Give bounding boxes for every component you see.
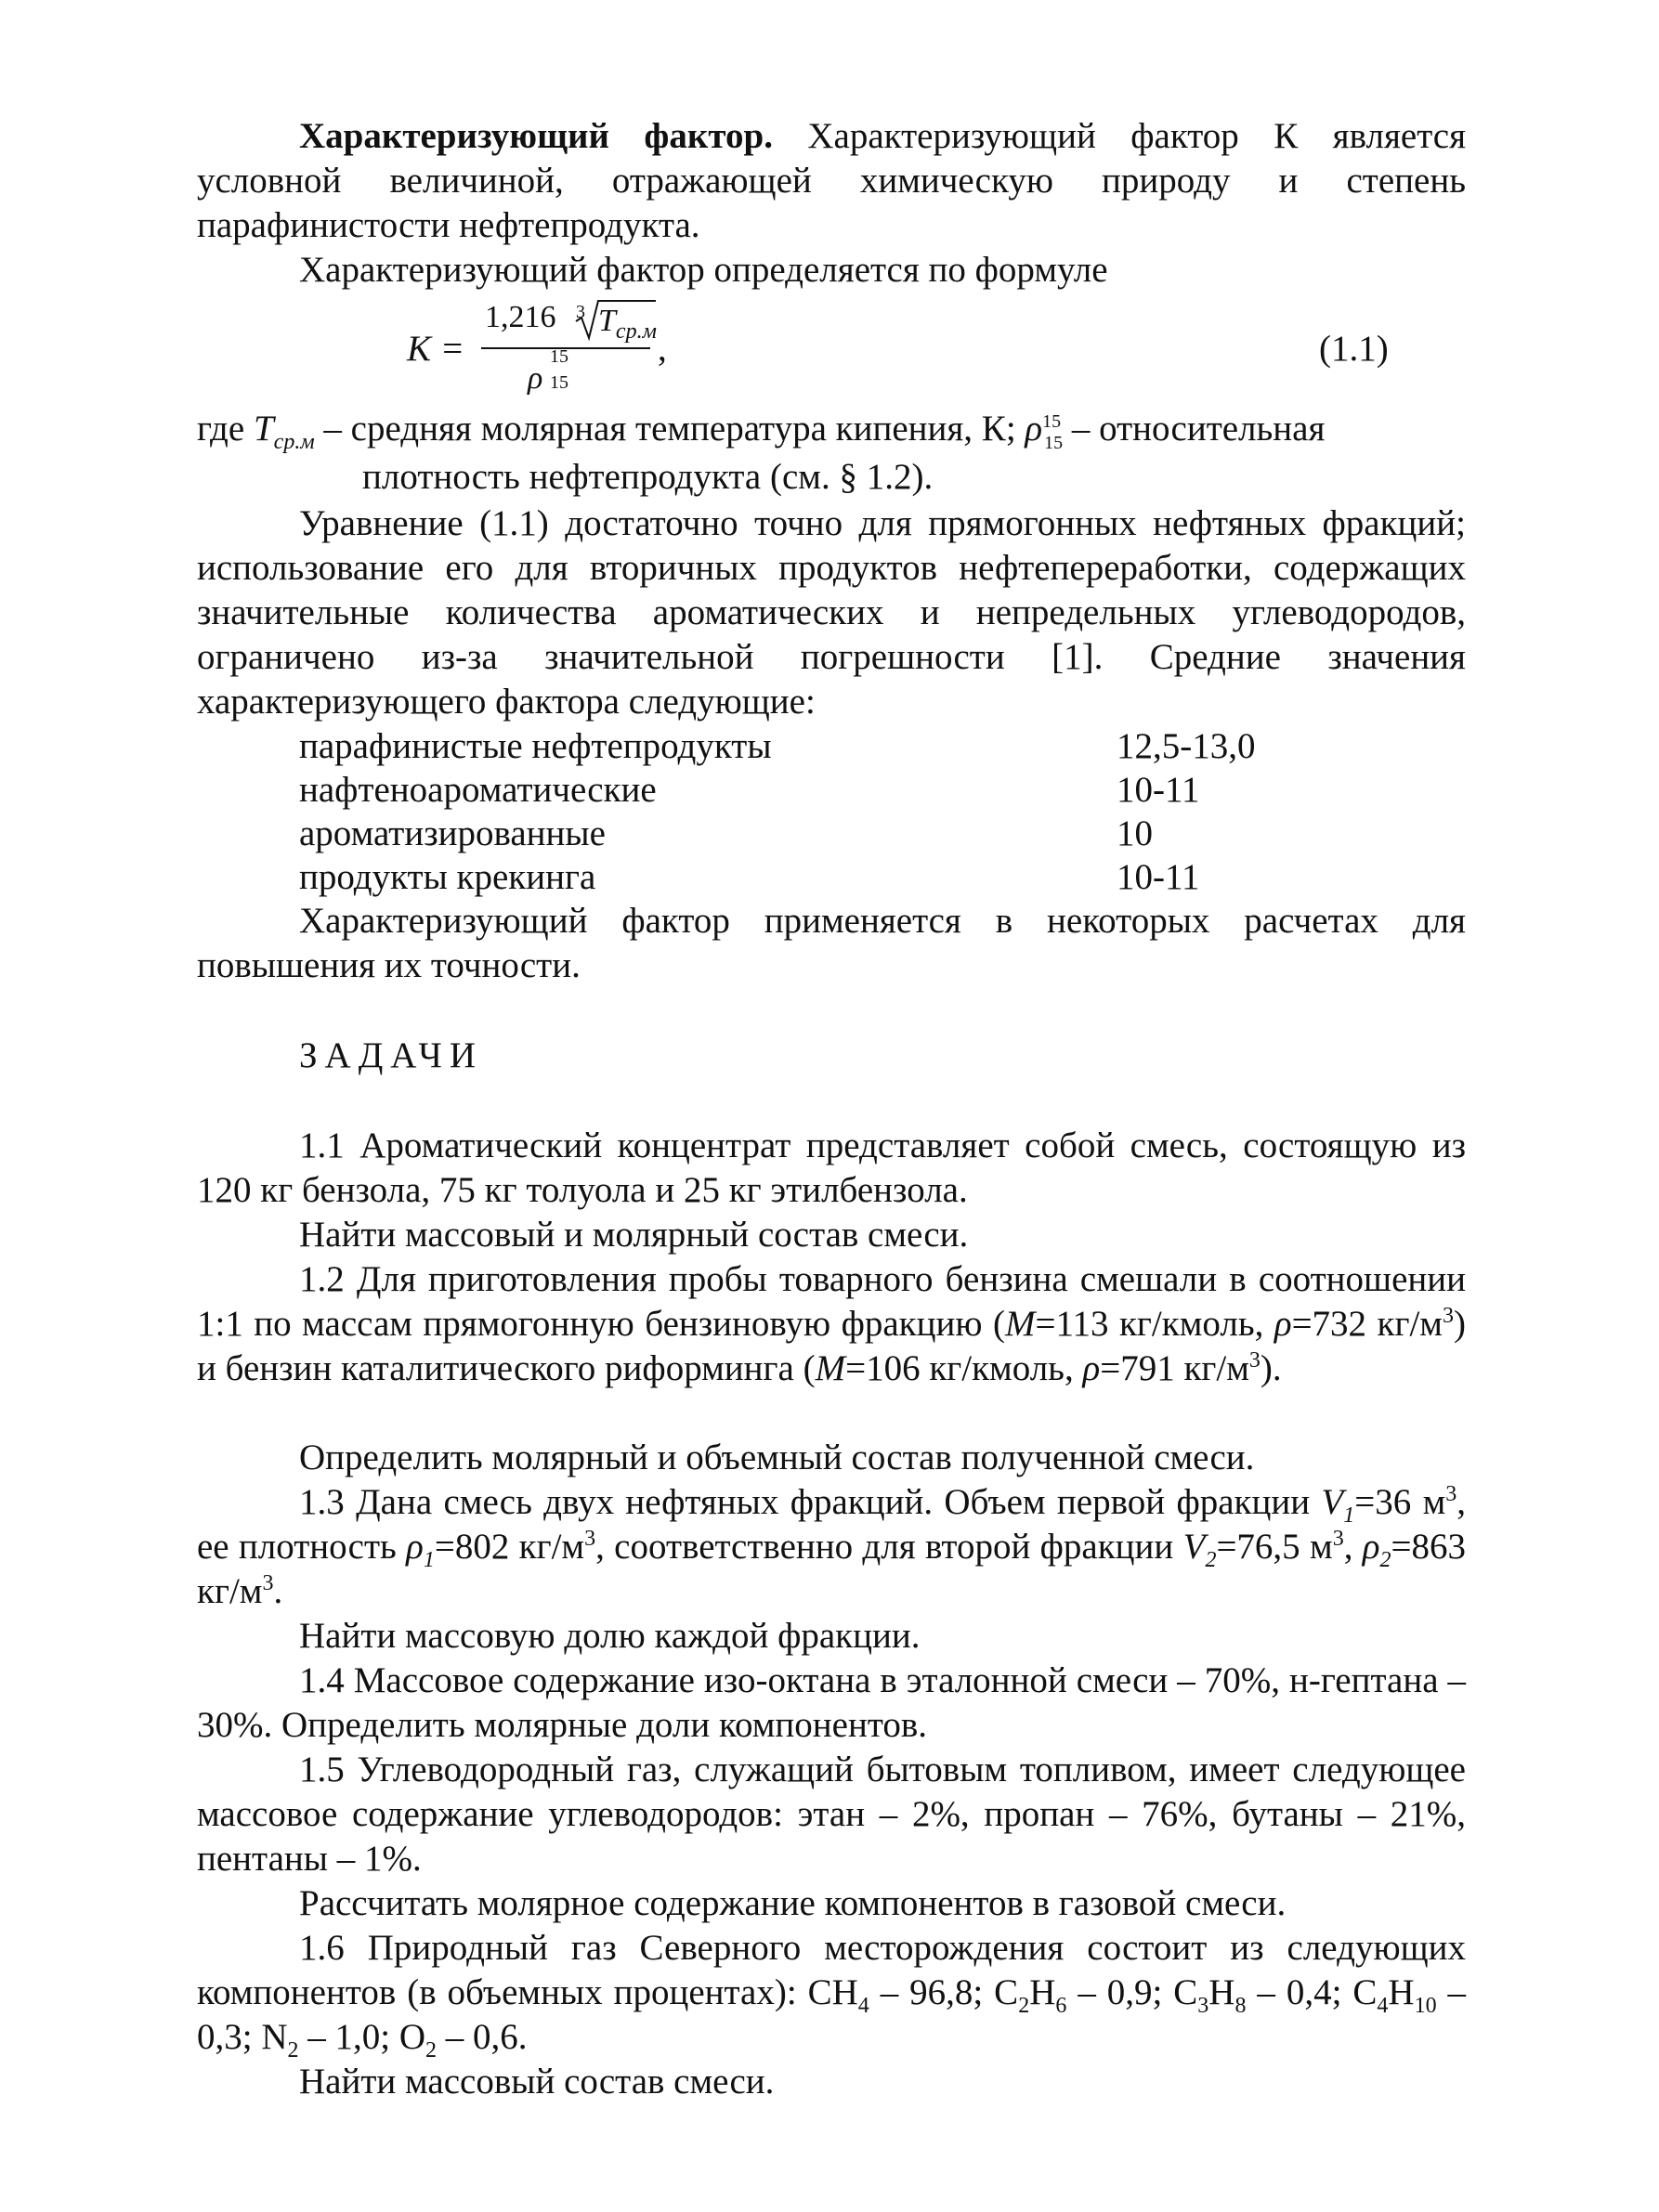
task-1-6-text: 1.6 Природный газ Северного месторождения состоит из следующих компонентов (в объемных процентах): СН [197, 1928, 1466, 2012]
where-text: – средняя молярная температура кипения, К; [314, 409, 1025, 449]
formula-numerator: 1,216 [485, 300, 556, 334]
task-1-3 [197, 1480, 1466, 1614]
task-1-1-question: Найти массовый и молярный состав смеси. [299, 1215, 969, 1255]
task-1-3-var-rho: ρ [1362, 1527, 1380, 1567]
task-1-6-sub: 6 [1055, 1993, 1067, 2018]
formula-root-var: $T_{ср.м}$ [598, 304, 657, 344]
task-1-1: 1.1 Ароматический концентрат представляет собой смесь, состоящую из 120 кг бензола, 75 кг толуола и 25 кг этилбензола. [197, 1126, 1466, 1210]
formula-number: (1.1) [1319, 329, 1389, 369]
list-item [299, 855, 1321, 900]
task-1-5: 1.5 Углеводородный газ, служащий бытовым топливом, имеет следующее массовое содержание углеводородов: этан – 2%, пропан – 76%, бутаны – 21%, пентаны – 1%. [197, 1750, 1466, 1879]
task-1-3-var-V: V [1182, 1527, 1206, 1567]
list-item-value: 10-11 [1117, 770, 1200, 810]
task-1-6-question: Найти массовый состав смеси. [299, 2062, 775, 2101]
task-1-2-question: Определить молярный и объемный состав полученной смеси. [299, 1438, 1255, 1477]
task-1-3-text: , [1343, 1527, 1363, 1567]
task-1-3-sub: 1 [423, 1547, 435, 1572]
formula-den-sup: 15 [550, 346, 568, 367]
list-item [299, 812, 1321, 856]
where-tsub: ср.м [273, 429, 315, 454]
list-item-name: нафтеноароматические [299, 770, 657, 810]
formula-den-sub: 15 [550, 372, 568, 393]
task-1-6-sub: 3 [1197, 1993, 1209, 2018]
task-1-6-text: Н [1388, 1972, 1415, 2012]
task-1-6-sub: 2 [287, 2037, 299, 2062]
task-1-6-sub: 4 [857, 1993, 869, 2018]
task-1-6-text: Н [1208, 1972, 1235, 2012]
list-item-value: 10-11 [1117, 857, 1200, 897]
task-1-6 [197, 1926, 1466, 2060]
formula-lhs: K = [407, 329, 465, 369]
task-1-3-sub: 1 [1343, 1503, 1355, 1528]
task-1-2 [197, 1257, 1466, 1391]
list-item-name: ароматизированные [299, 813, 606, 853]
task-1-6-sub: 4 [1377, 1993, 1389, 2018]
formula-1-1 [399, 295, 678, 397]
where-tvar: T [253, 409, 274, 449]
task-1-2-var-M: М [1004, 1304, 1036, 1344]
task-1-3-text: . [273, 1571, 283, 1611]
task-1-2-text: =106 кг/кмоль, [845, 1348, 1083, 1388]
task-1-3-text: , ее плотность [197, 1482, 1466, 1567]
task-1-3-question: Найти массовую долю каждой фракции. [299, 1616, 921, 1656]
where-text-2: – относительная [1063, 409, 1326, 449]
task-1-2-text: =113 кг/кмоль, [1035, 1304, 1274, 1344]
task-1-2-text: =791 кг/м [1100, 1348, 1249, 1388]
task-1-3-text: , соответственно для второй фракции [595, 1527, 1183, 1567]
task-1-3-sup: 3 [1332, 1527, 1344, 1551]
where-rho-sup: 15 [1042, 411, 1062, 432]
task-1-3-text: =863 кг/м [197, 1527, 1466, 1611]
task-1-3-sup: 3 [262, 1571, 274, 1595]
task-1-3-sup: 3 [1445, 1482, 1457, 1506]
where-rho-sub: 15 [1044, 432, 1064, 453]
task-1-3-var-V: V [1321, 1482, 1344, 1522]
task-1-6-text: – 96,8; С [869, 1972, 1019, 2012]
task-1-6-text: – 1,0; О [298, 2017, 425, 2057]
task-1-4: 1.4 Массовое содержание изо-октана в эталонной смеси – 70%, н-гептана – 30%. Определить молярные доли компонентов. [197, 1660, 1466, 1745]
task-1-6-sub: 2 [1018, 1993, 1030, 2018]
list-item-value: 10 [1117, 813, 1153, 853]
task-1-6-text: – 0,4; С [1246, 1972, 1378, 2012]
tasks-heading: ЗАДАЧИ [299, 1035, 484, 1075]
task-1-6-sub: 2 [425, 2037, 437, 2062]
task-1-6-sub: 10 [1414, 1993, 1437, 2018]
task-1-6-sub: 8 [1234, 1993, 1247, 2018]
task-1-2-text: 1.2 Для приготовления пробы товарного бензина смешали в соотношении 1:1 по массам прямогонную бензиновую фракцию ( [197, 1259, 1466, 1344]
where-prefix: где [197, 409, 254, 449]
formula-intro: Характеризующий фактор определяется по формуле [299, 250, 1108, 290]
task-1-2-text: ). [1260, 1348, 1282, 1388]
task-1-2-text: ) и бензин каталитического риформинга ( [197, 1304, 1466, 1388]
task-1-3-text: =802 кг/м [434, 1527, 585, 1567]
intro-text: Характеризующий фактор К является условной величиной, отражающей химическую природу и степень парафинистости нефтепродукта. [197, 116, 1467, 245]
task-1-3-sub: 2 [1205, 1547, 1217, 1572]
task-1-3-text: =36 м [1354, 1482, 1446, 1522]
task-1-2-sup: 3 [1442, 1304, 1454, 1328]
list-item [299, 724, 1321, 769]
task-1-2-var-rho: ρ [1082, 1348, 1101, 1388]
where-line [197, 407, 1466, 454]
formula-root-index: 3 [576, 302, 585, 322]
task-1-2-text: =732 кг/м [1291, 1304, 1443, 1344]
list-item-name: продукты крекинга [299, 857, 596, 897]
closing-paragraph: Характеризующий фактор применяется в некоторых расчетах для повышения их точности. [197, 901, 1466, 985]
task-1-3-text: 1.3 Дана смесь двух нефтяных фракций. Объем первой фракции [299, 1482, 1322, 1522]
task-1-6-text: – 0,3; N [197, 1972, 1466, 2057]
task-1-3-sub: 2 [1379, 1547, 1391, 1572]
equation-paragraph: Уравнение (1.1) достаточно точно для прямогонных нефтяных фракций; использование его для вторичных продуктов нефтепереработки, содержащих значительные количества ароматических и непредельных углеводородов, ограничено из-за значительной погрешности [1]. Средние значения характеризующего фактора следующие: [197, 503, 1466, 722]
task-1-2-var-M: М [815, 1348, 846, 1388]
formula-denominator: ρ [528, 361, 543, 396]
task-1-2-var-rho: ρ [1274, 1304, 1292, 1344]
formula-comma: , [658, 329, 667, 369]
list-item-name: парафинистые нефтепродукты [299, 726, 772, 766]
task-1-2-sup: 3 [1248, 1348, 1261, 1373]
list-item [299, 768, 1321, 813]
where-line-2: плотность нефтепродукта (см. § 1.2). [362, 457, 934, 497]
task-1-5-question: Рассчитать молярное содержание компонентов в газовой смеси. [299, 1883, 1287, 1923]
task-1-6-text: – 0,9; С [1066, 1972, 1198, 2012]
task-1-3-sup: 3 [584, 1527, 596, 1551]
intro-heading: Характеризующий фактор. [299, 116, 773, 156]
task-1-3-text: =76,5 м [1216, 1527, 1333, 1567]
list-item-value: 12,5-13,0 [1117, 726, 1256, 766]
task-1-6-text: Н [1029, 1972, 1056, 2012]
task-1-6-text: – 0,6. [437, 2017, 528, 2057]
intro-paragraph [197, 114, 1466, 248]
where-rho: ρ [1025, 409, 1043, 449]
task-1-3-var-rho: ρ [406, 1527, 424, 1567]
